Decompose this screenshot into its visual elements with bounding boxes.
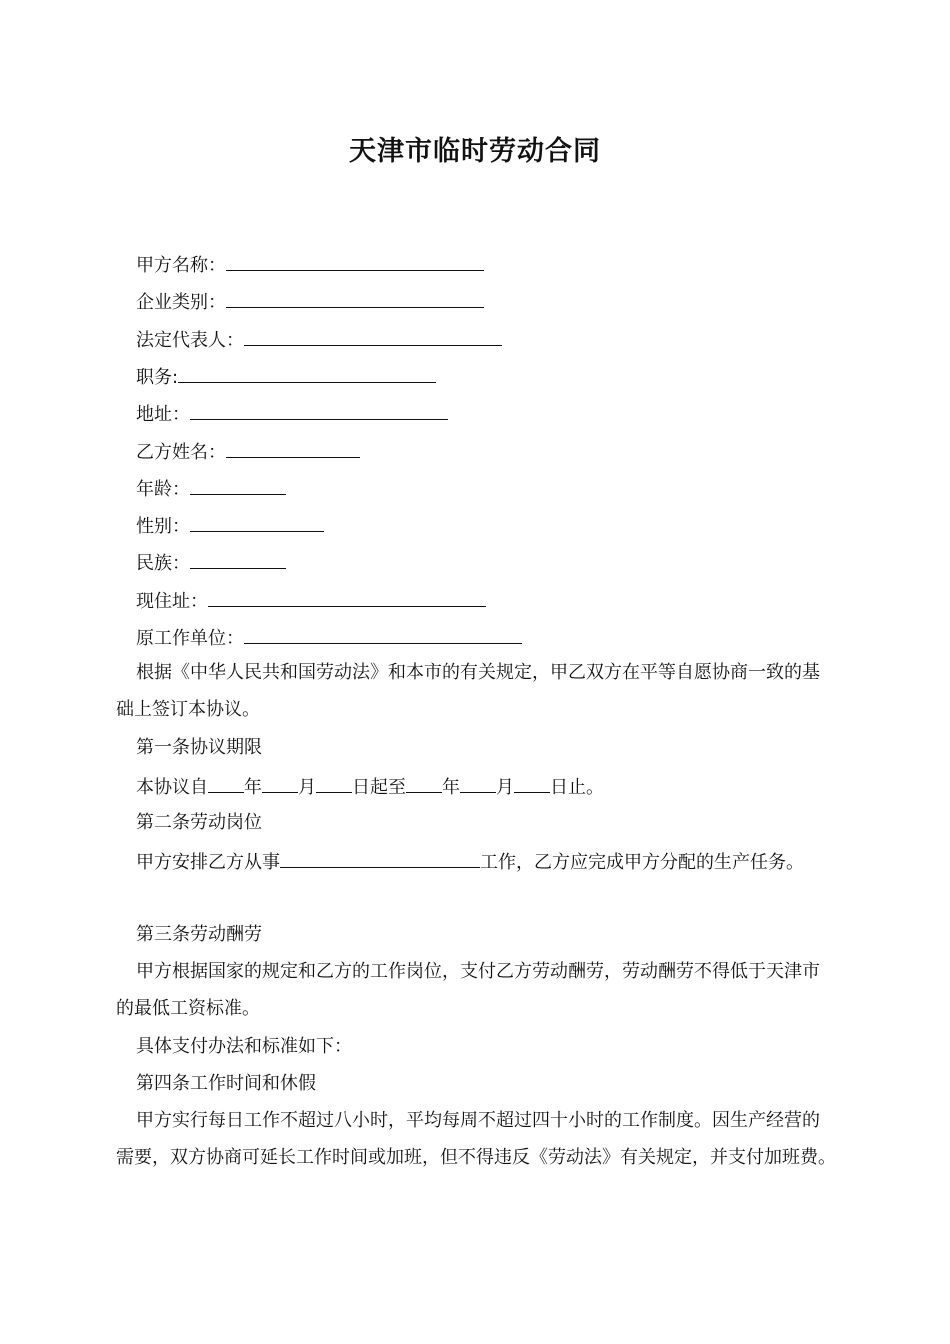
party-b-name-blank (226, 438, 360, 458)
former-employer-row (136, 624, 522, 651)
gender-label: 性别： (136, 516, 190, 537)
document-title: 天津市临时劳动合同 (349, 136, 601, 167)
article3-paragraph (116, 953, 836, 1027)
start-month-blank (262, 773, 298, 793)
legal-rep-row (136, 326, 502, 353)
enterprise-type-label: 企业类别： (136, 292, 226, 313)
ethnicity-blank (190, 549, 286, 569)
article2-job-row (136, 848, 804, 875)
age-blank (190, 475, 286, 495)
month-label: 月 (298, 777, 316, 798)
preamble-paragraph (116, 654, 836, 728)
age-row (136, 475, 286, 502)
start-year-blank (208, 773, 244, 793)
enterprise-type-row (136, 288, 484, 315)
age-label: 年龄： (136, 479, 190, 500)
end-year-blank (406, 773, 442, 793)
position-row (136, 363, 436, 390)
article4-body: 甲方实行每日工作不超过八小时，平均每周不超过四十小时的工作制度。因生产经营的需要，双方协商可延长工作时间或加班，但不得违反《劳动法》有关规定，并支付加班费。 (116, 1110, 836, 1168)
party-b-name-row (136, 438, 360, 465)
ethnicity-row (136, 549, 286, 576)
article1-term-row (136, 773, 604, 800)
job-blank (280, 848, 480, 868)
former-employer-label: 原工作单位： (136, 628, 244, 649)
position-blank (178, 363, 436, 383)
legal-rep-blank (244, 326, 502, 346)
article3-method: 具体支付办法和标准如下： (136, 1036, 352, 1057)
day-from-label: 日起至 (352, 777, 406, 798)
legal-rep-label: 法定代表人： (136, 330, 244, 351)
end-day-blank (514, 773, 550, 793)
day-to-label: 日止。 (550, 777, 604, 798)
month-label-2: 月 (496, 777, 514, 798)
year-label-2: 年 (442, 777, 460, 798)
article1-from-text: 本协议自 (136, 777, 208, 798)
current-address-blank (208, 587, 486, 607)
article4-heading: 第四条工作时间和休假 (136, 1073, 316, 1094)
preamble-text: 根据《中华人民共和国劳动法》和本市的有关规定，甲乙双方在平等自愿协商一致的基础上签订本协议。 (116, 662, 820, 720)
position-label: 职务: (136, 367, 179, 388)
ethnicity-label: 民族： (136, 553, 190, 574)
article2-post-text: 工作，乙方应完成甲方分配的生产任务。 (480, 852, 804, 873)
address-blank (190, 400, 448, 420)
article1-heading: 第一条协议期限 (136, 737, 262, 758)
year-label: 年 (244, 777, 262, 798)
party-a-name-label: 甲方名称： (136, 255, 226, 276)
enterprise-type-blank (226, 288, 484, 308)
start-day-blank (316, 773, 352, 793)
gender-row (136, 512, 324, 539)
current-address-label: 现住址： (136, 591, 208, 612)
article2-heading: 第二条劳动岗位 (136, 812, 262, 833)
party-a-name-blank (226, 251, 484, 271)
party-a-name-row (136, 251, 484, 278)
gender-blank (190, 512, 324, 532)
current-address-row (136, 587, 486, 614)
end-month-blank (460, 773, 496, 793)
former-employer-blank (244, 624, 522, 644)
article4-paragraph (116, 1102, 836, 1176)
article2-pre-text: 甲方安排乙方从事 (136, 852, 280, 873)
article3-heading: 第三条劳动酬劳 (136, 924, 262, 945)
address-label: 地址： (136, 404, 190, 425)
address-row (136, 400, 448, 427)
article3-body: 甲方根据国家的规定和乙方的工作岗位，支付乙方劳动酬劳，劳动酬劳不得低于天津市的最低工资标准。 (116, 961, 820, 1019)
party-b-name-label: 乙方姓名： (136, 442, 226, 463)
